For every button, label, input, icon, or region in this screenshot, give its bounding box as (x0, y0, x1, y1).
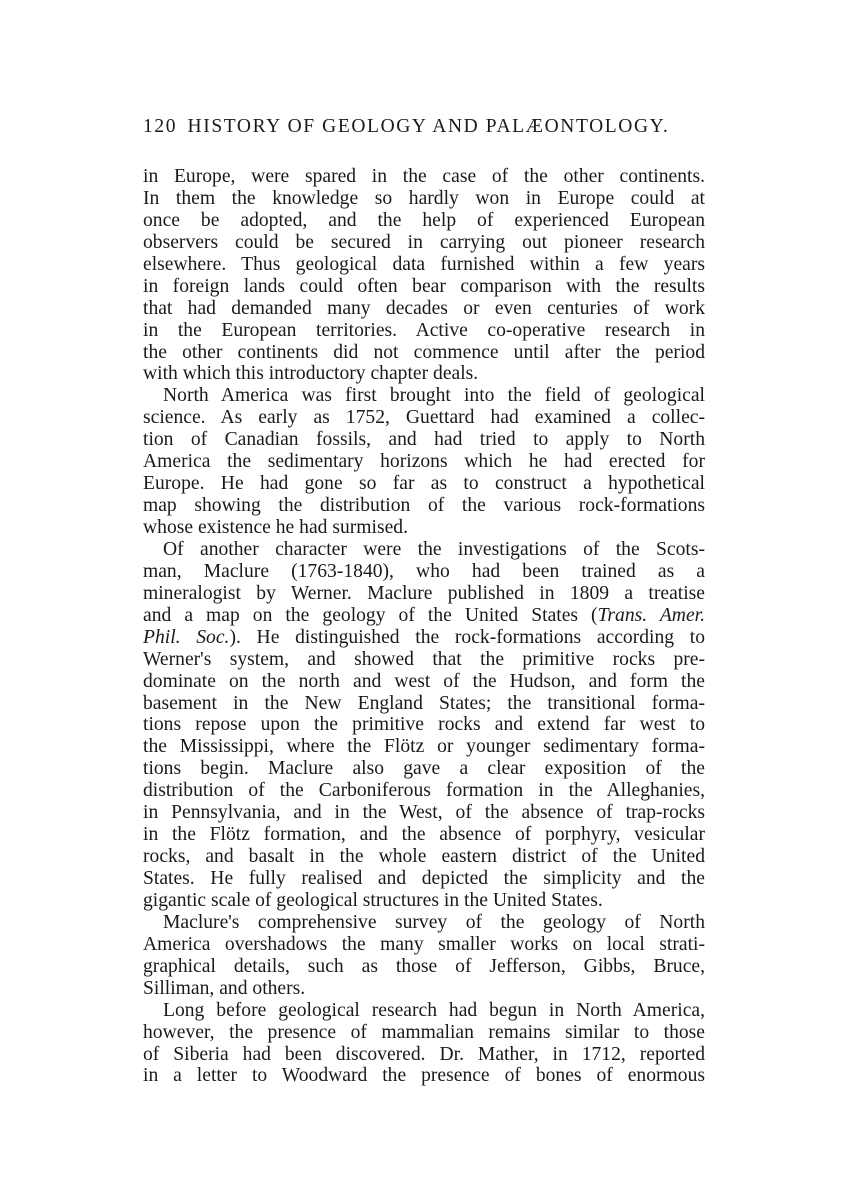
line-segment: and a map on the geology of the United States ( (143, 604, 598, 626)
text-line (143, 627, 705, 649)
text-line: Of another character were the investigations of the Scots- (163, 538, 705, 560)
text-line: tion of Canadian fossils, and had tried to apply to North (143, 429, 705, 451)
body-text (143, 166, 705, 1087)
text-line: in the European territories. Active co-operative research in (143, 319, 705, 341)
text-line: tions begin. Maclure also gave a clear exposition of the (143, 758, 705, 780)
text-line: Silliman, and others. (143, 977, 306, 999)
running-head (143, 112, 713, 142)
text-line: mineralogist by Werner. Maclure published in 1809 a treatise (143, 582, 705, 604)
text-line: in foreign lands could often bear comparison with the results (143, 275, 705, 297)
text-line: gigantic scale of geological structures in the United States. (143, 889, 603, 911)
text-line: observers could be secured in carrying out pioneer research (143, 231, 705, 253)
text-line: Europe. He had gone so far as to construct a hypothetical (143, 473, 705, 495)
text-line: of Siberia had been discovered. Dr. Mather, in 1712, reported (143, 1043, 705, 1065)
text-line: in Pennsylvania, and in the West, of the absence of trap-rocks (143, 802, 705, 824)
line-segment: ). He distinguished the rock-formations according to (229, 626, 705, 648)
text-line: once be adopted, and the help of experienced European (143, 209, 705, 231)
text-line: Werner's system, and showed that the primitive rocks pre- (143, 648, 705, 670)
text-line: America the sedimentary horizons which he had erected for (143, 451, 705, 473)
italic-citation: Phil. Soc. (143, 626, 230, 648)
text-line: with which this introductory chapter deals. (143, 363, 479, 385)
text-line: map showing the distribution of the various rock-formations (143, 495, 705, 517)
text-line: elsewhere. Thus geological data furnished within a few years (143, 253, 705, 275)
text-line (143, 605, 705, 627)
page-number: 120 (143, 116, 178, 137)
text-line: in the Flötz formation, and the absence of porphyry, vesicular (143, 824, 705, 846)
text-line: graphical details, such as those of Jefferson, Gibbs, Bruce, (143, 955, 705, 977)
text-line: Long before geological research had begun in North America, (163, 999, 705, 1021)
text-line: man, Maclure (1763-1840), who had been trained as a (143, 560, 705, 582)
text-line: that had demanded many decades or even centuries of work (143, 297, 705, 319)
text-line: the Mississippi, where the Flötz or younger sedimentary forma- (143, 736, 705, 758)
text-line: whose existence he had surmised. (143, 517, 408, 538)
text-line: In them the knowledge so hardly won in Europe could at (143, 187, 705, 209)
text-line: States. He fully realised and depicted the simplicity and the (143, 868, 705, 889)
text-line: America overshadows the many smaller works on local strati- (143, 933, 705, 955)
text-line: North America was first brought into the field of geological (163, 385, 705, 407)
text-line: science. As early as 1752, Guettard had examined a collec- (143, 407, 705, 429)
text-line: dominate on the north and west of the Hudson, and form the (143, 670, 705, 692)
italic-citation: Trans. Amer. (597, 604, 705, 626)
running-title: HISTORY OF GEOLOGY AND PALÆONTOLOGY. (187, 116, 670, 137)
text-line: however, the presence of mammalian remains similar to those (143, 1021, 705, 1043)
text-line: basement in the New England States; the transitional forma- (143, 692, 705, 714)
text-line: in Europe, were spared in the case of the other continents. (143, 166, 705, 187)
text-line: rocks, and basalt in the whole eastern district of the United (143, 846, 705, 868)
text-line: Maclure's comprehensive survey of the geology of North (163, 911, 705, 933)
text-line: in a letter to Woodward the presence of bones of enormous (143, 1065, 705, 1087)
text-line: distribution of the Carboniferous formation in the Alleghanies, (143, 780, 705, 802)
text-line: the other continents did not commence until after the period (143, 341, 705, 363)
text-line: tions repose upon the primitive rocks and extend far west to (143, 714, 705, 736)
